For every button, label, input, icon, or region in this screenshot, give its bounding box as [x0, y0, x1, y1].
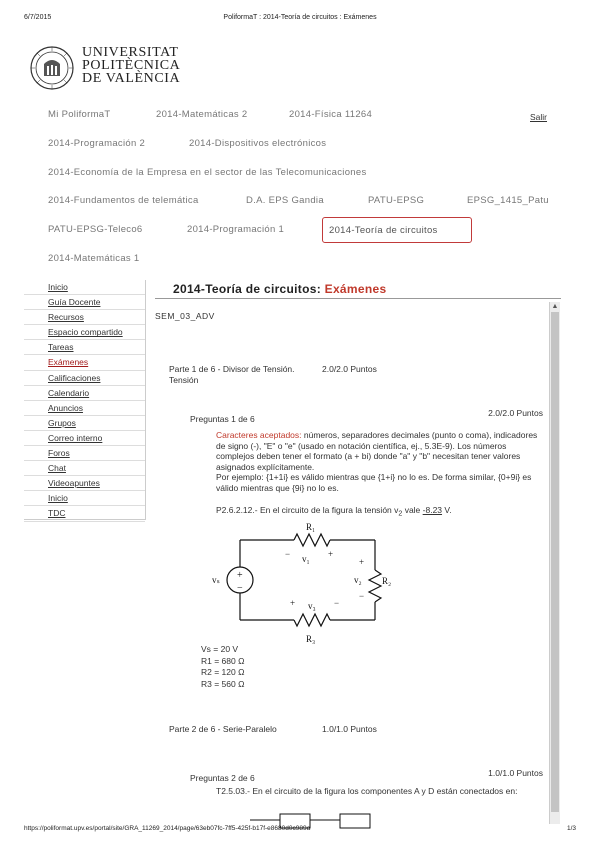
university-logo[interactable]: [30, 44, 190, 92]
scroll-up-icon[interactable]: ▲: [551, 303, 559, 310]
print-url: https://poliformat.upv.es/portal/site/GRA_11269_2014/page/63eb07fc-7ff5-425f-b17f-e8680d0c989a: [24, 825, 311, 832]
circuit-label-v1: v₁: [302, 554, 310, 564]
instructions-heading: Caracteres aceptados:: [216, 430, 302, 440]
circuit-label-r2: R₂: [382, 576, 392, 586]
svg-text:−: −: [237, 583, 243, 594]
problem-1-statement: [216, 505, 546, 518]
exam-name: SEM_03_ADV: [155, 311, 215, 321]
sidebar-item-examenes[interactable]: Exámenes: [24, 355, 145, 370]
instructions-example: Por ejemplo: {1+1i} es válido mientras que {1+i} no lo es. De forma similar, {0+9i} es válido mientras que {9i} no lo es.: [216, 472, 532, 493]
problem-2-statement: T2.5.03.- En el circuito de la figura los componentes A y D están conectados en:: [216, 786, 518, 796]
question-2-label: Preguntas 2 de 6: [190, 773, 255, 783]
circuit-label-vs: vₛ: [212, 575, 220, 585]
svg-text:−: −: [285, 549, 291, 559]
exam-frame: [150, 302, 549, 824]
problem-1-text-2: vale: [402, 505, 423, 515]
university-name-line: POLITÈCNICA: [82, 58, 181, 73]
tab-patu-epsg-teleco6[interactable]: PATU-EPSG-Teleco6: [48, 224, 143, 235]
tab-fundamentos-telematica[interactable]: 2014-Fundamentos de telemática: [48, 195, 199, 206]
svg-text:−: −: [359, 591, 365, 601]
svg-text:+: +: [290, 598, 296, 608]
university-name: [82, 46, 180, 85]
university-name-line: UNIVERSITAT: [82, 45, 179, 60]
tab-mi-poliformat[interactable]: Mi PoliformaT: [48, 109, 111, 120]
question-1-score: 2.0/2.0 Puntos: [488, 408, 543, 418]
circuit-label-v3: v₃: [308, 601, 316, 611]
tab-fisica[interactable]: 2014-Física 11264: [289, 109, 373, 120]
part-1-label: Parte 1 de 6 - Divisor de Tensión. Tensión: [169, 364, 295, 385]
component-values: [201, 644, 244, 690]
title-divider: [155, 298, 561, 299]
print-date: 6/7/2015: [24, 14, 52, 21]
sidebar-item-calificaciones[interactable]: Calificaciones: [24, 371, 145, 386]
print-footer: [24, 825, 576, 837]
tab-economia[interactable]: 2014-Economía de la Empresa en el sector de las Telecomunicaciones: [48, 167, 367, 178]
page-title: [173, 282, 386, 296]
svg-text:+: +: [237, 570, 243, 581]
problem-1-text: P2.6.2.12.- En el circuito de la figura la tensión v: [216, 505, 399, 515]
sidebar-item-tdc[interactable]: TDC: [24, 506, 145, 521]
svg-text:+: +: [328, 549, 334, 559]
tab-epsg-1415-patu[interactable]: EPSG_1415_Patu: [467, 195, 549, 206]
tool-menu: [24, 280, 146, 520]
sidebar-item-chat[interactable]: Chat: [24, 461, 145, 476]
sidebar-item-calendario[interactable]: Calendario: [24, 386, 145, 401]
value-r2: R2 = 120 Ω: [201, 667, 245, 677]
value-r1: R1 = 680 Ω: [201, 655, 245, 666]
circuit-diagram-2: [250, 810, 390, 824]
answer-field[interactable]: -8.23: [422, 505, 443, 515]
instructions-text: [216, 430, 546, 493]
sidebar-item-videoapuntes[interactable]: Videoapuntes: [24, 476, 145, 491]
tab-da-eps-gandia[interactable]: D.A. EPS Gandia: [246, 195, 324, 206]
problem-1-unit: V.: [442, 505, 452, 515]
sidebar-item-grupos[interactable]: Grupos: [24, 416, 145, 431]
print-page-number: 1/3: [566, 825, 576, 832]
tab-matematicas-1[interactable]: 2014-Matemáticas 1: [48, 253, 140, 264]
tab-dispositivos[interactable]: 2014-Dispositivos electrónicos: [189, 138, 327, 149]
sidebar-item-espacio-compartido[interactable]: Espacio compartido: [24, 325, 145, 340]
tab-programacion-1[interactable]: 2014-Programación 1: [187, 224, 285, 235]
circuit-label-r1: R₁: [306, 522, 316, 532]
sidebar-item-guia-docente[interactable]: Guía Docente: [24, 295, 145, 310]
print-header: [24, 14, 576, 26]
svg-text:−: −: [334, 598, 340, 608]
university-name-line: DE VALÈNCIA: [82, 71, 181, 86]
tab-teoria-circuitos[interactable]: 2014-Teoría de circuitos: [322, 217, 472, 243]
tab-matematicas-2[interactable]: 2014-Matemáticas 2: [156, 109, 248, 120]
part-1-score: 2.0/2.0 Puntos: [322, 364, 377, 374]
sidebar-item-inicio[interactable]: Inicio: [24, 280, 145, 295]
circuit-label-v2: v₂: [354, 575, 362, 585]
instructions-body: números, separadores decimales (punto o coma), indicadores de signo (-), "E" o "e" (usado en notación científica, ej., 5.3E-9). Los números complejos deben tener el formato (a + bi) donde "a" y "b" necesitan tener valores asignados explícitamente.: [216, 430, 538, 472]
university-seal-icon: [30, 46, 74, 90]
sidebar-item-foros[interactable]: Foros: [24, 446, 145, 461]
sidebar-item-anuncios[interactable]: Anuncios: [24, 401, 145, 416]
circuit-label-r3: R₃: [306, 634, 316, 644]
tab-patu-epsg[interactable]: PATU-EPSG: [368, 195, 425, 206]
problem-1-subscript: 2: [398, 509, 403, 518]
tab-programacion-2[interactable]: 2014-Programación 2: [48, 138, 146, 149]
svg-text:+: +: [359, 557, 365, 567]
sidebar-item-tareas[interactable]: Tareas: [24, 340, 145, 355]
vertical-scrollbar[interactable]: [549, 302, 560, 824]
sidebar-item-inicio-2[interactable]: Inicio: [24, 491, 145, 506]
circuit-diagram: [210, 520, 390, 648]
page-title-site: 2014-Teoría de circuitos:: [173, 282, 325, 296]
print-title: PoliformaT : 2014-Teoría de circuitos : Exámenes: [223, 14, 377, 21]
sidebar-item-recursos[interactable]: Recursos: [24, 310, 145, 325]
part-2-label: Parte 2 de 6 - Serie-Paralelo: [169, 724, 277, 734]
question-2-score: 1.0/1.0 Puntos: [488, 768, 543, 778]
value-vs: Vs = 20 V: [201, 644, 239, 654]
sidebar-item-correo-interno[interactable]: Correo interno: [24, 431, 145, 446]
scrollbar-thumb[interactable]: [551, 312, 559, 812]
part-2-score: 1.0/1.0 Puntos: [322, 724, 377, 734]
logout-link[interactable]: Salir: [530, 112, 548, 122]
value-r3: R3 = 560 Ω: [201, 678, 245, 689]
question-1-label: Preguntas 1 de 6: [190, 414, 255, 424]
page-title-section: Exámenes: [324, 282, 387, 296]
